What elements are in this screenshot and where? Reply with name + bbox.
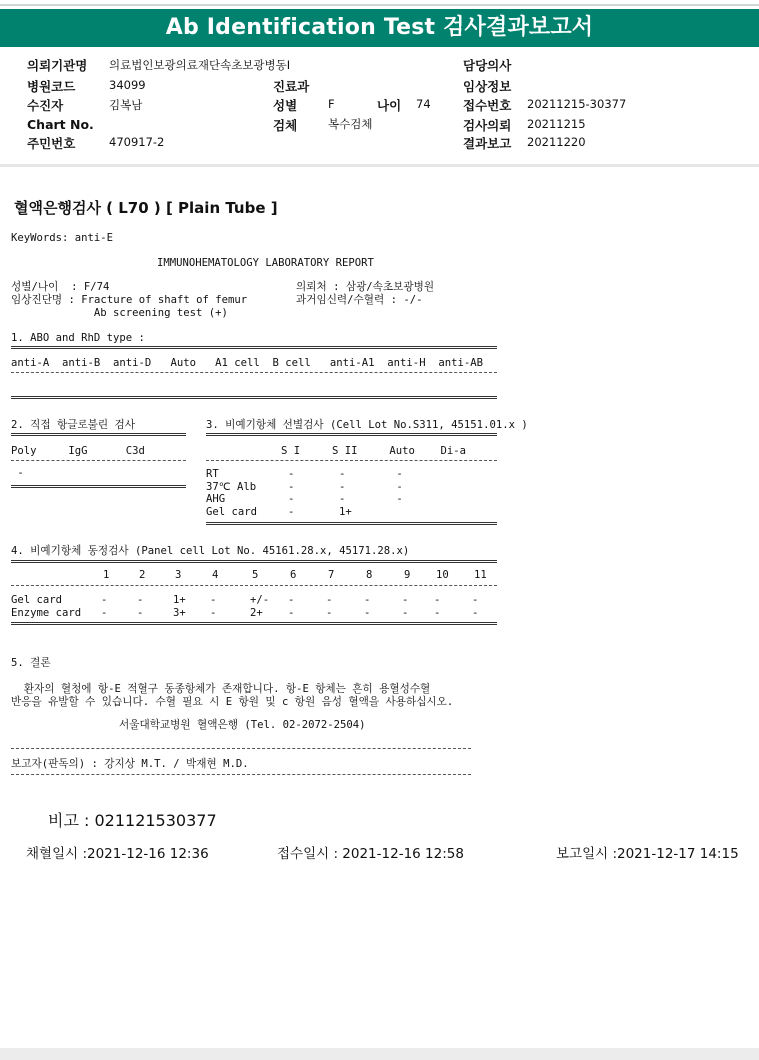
top-border [0,4,759,6]
panel-cell: 1+ [173,594,186,606]
specimen-label: 검체 [273,118,298,133]
diagnosis-2: Ab screening test (+) [11,307,228,319]
receive-datetime: 접수일시 : 2021-12-16 12:58 [277,846,464,862]
panel-column-header: 1 [103,569,110,581]
report-datetime: 보고일시 :2021-12-17 14:15 [556,846,739,862]
screen-row-values: - - - [288,480,403,493]
collect-datetime: 채혈일시 :2021-12-16 12:36 [26,846,209,862]
panel-cell: - [101,594,108,606]
report-label: 결과보고 [463,136,512,151]
panel-cell: - [402,594,409,606]
code-label: 병원코드 [27,79,76,94]
history: 과거임신력/수혈력 : -/- [296,294,423,306]
chart-label: Chart No. [27,117,94,132]
sex-age: 성별/나이 : F/74 [11,281,110,293]
panel-column-header: 9 [404,569,411,581]
double-rule [206,433,497,436]
panel-column-header: 3 [175,569,182,581]
panel-column-header: 11 [474,569,487,581]
rrn-value: 470917-2 [109,135,165,149]
panel-cell: - [137,594,144,606]
request-label: 검사의뢰 [463,118,512,133]
keywords: KeyWords: anti-E [11,232,114,244]
requester: 의뢰처 : 삼광/속초보광병원 [296,281,435,293]
screen-row-values: - 1+ [288,505,352,518]
double-rule [11,560,497,563]
panel-cell: - [101,607,108,619]
request-value: 20211215 [527,117,586,131]
double-rule [11,346,497,349]
dat-title: 2. 직접 항글로불린 검사 [11,419,135,431]
screen-row-values: - - - [288,468,403,480]
remark: 비고 : 021121530377 [48,811,217,830]
header-divider [0,164,759,167]
blood-bank: 서울대학교병원 혈액은행 (Tel. 02-2072-2504) [119,719,366,731]
dat-columns: Poly IgG C3d [11,445,145,457]
receipt-value: 20211215-30377 [527,97,627,111]
panel-cell: - [288,594,295,606]
screen-row-label: 37℃ Alb [206,480,257,493]
age-label: 나이 [377,98,402,113]
patient-value: 김복남 [109,98,143,112]
dept-label: 진료과 [273,79,310,94]
panel-column-header: 5 [252,569,259,581]
sex-value: F [328,97,335,111]
abo-title: 1. ABO and RhD type : [11,332,145,344]
double-rule [11,396,497,399]
conclusion-line-1: 환자의 혈청에 항-E 적혈구 동종항체가 존재합니다. 항-E 항체는 흔히 용혈성수혈 [11,683,431,695]
clinical-label: 임상정보 [463,79,512,94]
dash-rule [11,748,471,749]
dash-rule [11,372,497,373]
receipt-label: 접수번호 [463,98,512,113]
panel-cell: - [472,607,479,619]
lab-title: IMMUNOHEMATOLOGY LABORATORY REPORT [157,257,374,269]
panel-cell: 2+ [250,607,263,619]
specimen-value: 복수검체 [328,117,373,131]
panel-column-header: 7 [328,569,335,581]
panel-cell: - [434,594,441,606]
double-rule [11,433,186,436]
dash-rule [11,774,471,775]
panel-cell: +/- [250,594,270,606]
screen-row-label: AHG [206,493,226,505]
report-value: 20211220 [527,135,586,149]
dash-rule [11,460,186,461]
panel-cell: - [137,607,144,619]
screen-row-label: RT [206,468,219,480]
org-value: 의료법인보광의료재단속초보광병동I [109,58,291,72]
abo-columns: anti-A anti-B anti-D Auto A1 cell B cell anti-A1 anti-H anti-AB [11,357,483,369]
dat-values: - [11,467,24,479]
panel-cell: - [402,607,409,619]
report-title: Ab Identification Test 검사결과보고서 [0,9,759,47]
rrn-label: 주민번호 [27,136,76,151]
conclusion-title: 5. 결론 [11,657,51,669]
sex-label: 성별 [273,98,298,113]
panel-title: 4. 비예기항체 동정검사 (Panel cell Lot No. 45161.28.x, 45171.28.x) [11,545,410,557]
panel-cell: - [472,594,479,606]
screen-title: 3. 비예기항체 선별검사 (Cell Lot No.S311, 45151.01.x ) [206,419,528,431]
panel-cell: - [364,607,371,619]
panel-cell: - [210,607,217,619]
panel-cell: - [288,607,295,619]
panel-column-header: 2 [139,569,146,581]
screen-row-values: - - - [288,493,403,505]
panel-column-header: 8 [366,569,373,581]
patient-label: 수진자 [27,98,64,113]
section-title: 혈액은행검사 ( L70 ) [ Plain Tube ] [14,199,278,217]
panel-cell: - [434,607,441,619]
panel-cell: - [326,607,333,619]
panel-cell: - [364,594,371,606]
dash-rule [11,585,497,586]
doctor-label: 담당의사 [463,58,512,73]
dash-rule [206,460,497,461]
panel-row-label: Enzyme card [11,607,82,619]
double-rule [206,522,497,525]
panel-cell: 3+ [173,607,186,619]
panel-column-header: 6 [290,569,297,581]
panel-cell: - [326,594,333,606]
reporter: 보고자(판독의) : 강지상 M.T. / 박재현 M.D. [11,758,249,770]
screen-columns: S I S II Auto Di-a [281,445,466,457]
diagnosis: 임상진단명 : Fracture of shaft of femur [11,294,248,306]
age-value: 74 [416,97,431,111]
panel-cell: - [210,594,217,606]
code-value: 34099 [109,78,146,92]
screen-row-label: Gel card [206,505,258,518]
panel-row-label: Gel card [11,594,63,606]
bottom-bar [0,1048,759,1060]
panel-column-header: 4 [212,569,219,581]
org-label: 의뢰기관명 [27,58,88,73]
conclusion-line-2: 반응을 유발할 수 있습니다. 수혈 필요 시 E 항원 및 c 항원 음성 혈액을 사용하십시오. [11,696,454,708]
double-rule [11,622,497,625]
panel-column-header: 10 [436,569,449,581]
double-rule [11,485,186,488]
